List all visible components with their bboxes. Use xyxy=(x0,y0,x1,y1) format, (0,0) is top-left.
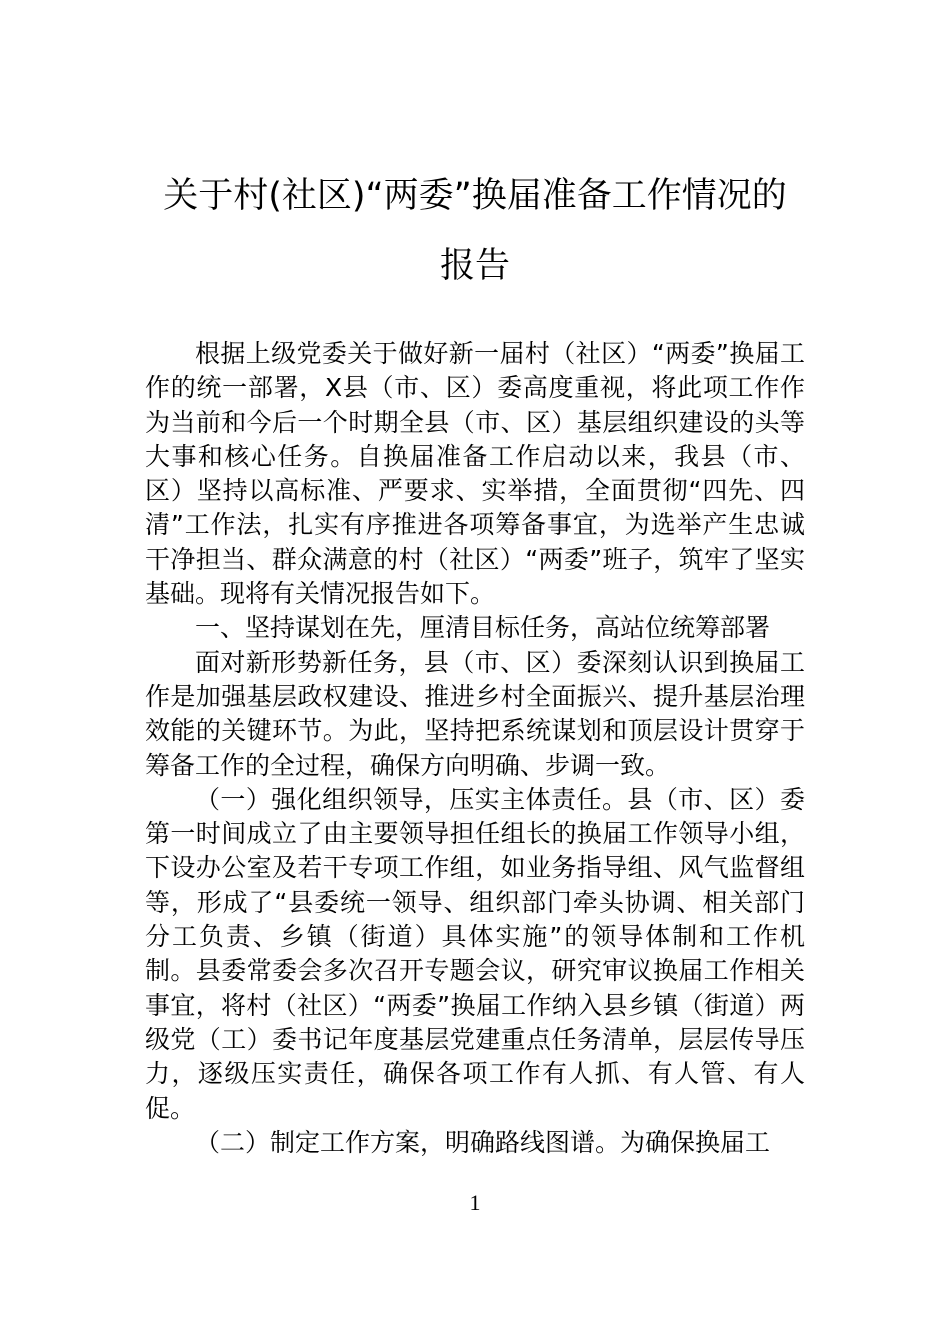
section-heading-1: 一、坚持谋划在先，厘清目标任务，高站位统筹部署 xyxy=(195,613,771,643)
document-title-line-1: 关于村(社区)“两委”换届准备工作情况的 xyxy=(163,176,787,216)
page-number: 1 xyxy=(469,1190,481,1215)
section-1-paragraph: 面对新形势新任务，县（市、区）委深刻认识到换届工作是加强基层政权建设、推进乡村全面振兴、提升基层治理效能的关键环节。为此，坚持把系统谋划和顶层设计贯穿于筹备工作的全过程，确保方向明确、步调一致。 xyxy=(145,647,805,780)
subsection-1-paragraph: （一）强化组织领导，压实主体责任。县（市、区）委第一时间成立了由主要领导担任组长的换届工作领导小组，下设办公室及若干专项工作组，如业务指导组、风气监督组等，形成了“县委统一领导、组织部门牵头协调、相关部门分工负责、乡镇（街道）具体实施”的领导体制和工作机制。县委常委会多次召开专题会议，研究审议换届工作相关事宜，将村（社区）“两委”换届工作纳入县乡镇（街道）两级党（工）委书记年度基层党建重点任务清单，层层传导压力，逐级压实责任，确保各项工作有人抓、有人管、有人促。 xyxy=(145,784,805,1123)
document-title-line-2: 报告 xyxy=(439,246,510,286)
document-body xyxy=(145,337,805,1160)
subsection-2-paragraph: （二）制定工作方案，明确路线图谱。为确保换届工 xyxy=(195,1127,771,1157)
intro-paragraph: 根据上级党委关于做好新一届村（社区）“两委”换届工作的统一部署，X县（市、区）委高度重视，将此项工作作为当前和今后一个时期全县（市、区）基层组织建设的头等大事和核心任务。自换届准备工作启动以来，我县（市、区）坚持以高标准、严要求、实举措，全面贯彻“四先、四清”工作法，扎实有序推进各项筹备事宜，为选举产生忠诚干净担当、群众满意的村（社区）“两委”班子，筑牢了坚实基础。现将有关情况报告如下。 xyxy=(145,339,805,609)
